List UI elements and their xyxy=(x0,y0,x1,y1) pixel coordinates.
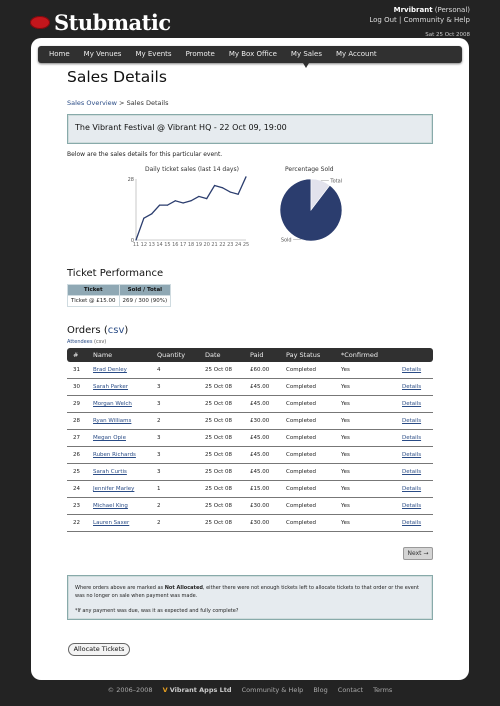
order-details-link-cell xyxy=(402,367,433,373)
col-name: Name xyxy=(93,351,113,359)
order-name-cell xyxy=(93,452,157,458)
footer-link-community[interactable]: Community & Help xyxy=(241,686,304,694)
order-details-link-cell xyxy=(402,469,433,475)
ticket-performance-table xyxy=(67,284,171,307)
order-details-link-cell xyxy=(402,418,433,424)
order-confirmed: Yes xyxy=(341,452,350,458)
breadcrumb-separator: > xyxy=(119,99,125,107)
footer xyxy=(0,686,500,694)
order-number: 27 xyxy=(73,435,80,441)
order-confirmed: Yes xyxy=(341,503,350,509)
order-name[interactable]: Lauren Saxer xyxy=(93,520,130,526)
order-name-cell xyxy=(93,367,157,373)
community-help-link[interactable]: Community & Help xyxy=(403,16,470,24)
current-date: Sat 25 Oct 2008 xyxy=(425,32,470,38)
order-name-cell xyxy=(93,486,157,492)
order-paid: £45.00 xyxy=(250,384,270,390)
order-status: Completed xyxy=(286,367,316,373)
order-row xyxy=(67,430,433,447)
note-bold: Not Allocated xyxy=(164,585,203,591)
order-status: Completed xyxy=(286,452,316,458)
x-tick-label: 23 xyxy=(227,242,234,248)
col-pay-status: Pay Status xyxy=(286,351,321,359)
event-name: The Vibrant Festival @ Vibrant HQ - 22 Oct 09, 19:00 xyxy=(75,123,287,132)
sales-line xyxy=(136,177,246,240)
breadcrumb xyxy=(67,99,168,107)
orders-table xyxy=(67,348,433,532)
orders-csv-link[interactable]: csv xyxy=(107,325,125,336)
order-quantity: 2 xyxy=(157,520,161,526)
order-number: 24 xyxy=(73,486,80,492)
data-point xyxy=(143,218,144,219)
orders-title: Orders xyxy=(67,325,101,336)
pie-chart xyxy=(256,176,366,246)
data-point xyxy=(190,200,191,201)
x-tick-label: 11 xyxy=(132,242,140,248)
order-number: 23 xyxy=(73,503,80,509)
order-paid: £45.00 xyxy=(250,401,270,407)
order-date: 25 Oct 08 xyxy=(205,384,233,390)
line-chart xyxy=(124,172,254,252)
order-status: Completed xyxy=(286,486,316,492)
col-date: Date xyxy=(205,351,221,359)
footer-company[interactable]: Vibrant Apps Ltd xyxy=(169,686,232,694)
pie-label: Total xyxy=(330,178,343,185)
x-tick-label: 17 xyxy=(179,242,187,248)
footer-link-contact[interactable]: Contact xyxy=(337,686,364,694)
order-name-cell xyxy=(93,384,157,390)
footer-link-terms[interactable]: Terms xyxy=(373,686,393,694)
order-confirmed: Yes xyxy=(341,384,350,390)
order-name-cell xyxy=(93,418,157,424)
y-tick-label: 0 xyxy=(130,238,134,244)
order-status: Completed xyxy=(286,469,316,475)
order-name-cell xyxy=(93,435,157,441)
col-paid: Paid xyxy=(250,351,264,359)
pie-label: Sold xyxy=(280,237,292,244)
order-paid: £45.00 xyxy=(250,435,270,441)
data-point xyxy=(214,185,215,186)
allocation-note xyxy=(67,575,433,620)
order-details-link-cell xyxy=(402,503,433,509)
footer-link-blog[interactable]: Blog xyxy=(313,686,328,694)
order-details-link[interactable]: Details xyxy=(402,384,422,390)
order-row xyxy=(67,481,433,498)
order-row xyxy=(67,447,433,464)
attendees-csv-link[interactable]: (csv) xyxy=(94,339,107,345)
nav-my-account[interactable]: My Account xyxy=(335,50,377,58)
order-name[interactable]: Jennifer Marley xyxy=(93,486,135,492)
event-title-box xyxy=(67,114,433,144)
order-paid: £60.00 xyxy=(250,367,270,373)
order-row xyxy=(67,498,433,515)
order-details-link[interactable]: Details xyxy=(402,469,422,475)
ticket-performance-heading: Ticket Performance xyxy=(67,268,164,279)
note-text-before: Where orders above are marked as xyxy=(75,585,165,591)
perf-col-ticket: Ticket xyxy=(68,285,120,296)
order-name-cell xyxy=(93,520,157,526)
nav-my-sales[interactable]: My Sales xyxy=(284,46,329,63)
x-tick-label: 16 xyxy=(172,242,179,248)
order-date: 25 Oct 08 xyxy=(205,435,233,441)
order-number: 26 xyxy=(73,452,80,458)
order-number: 31 xyxy=(73,367,80,373)
order-name-cell xyxy=(93,401,157,407)
order-name[interactable]: Megan Opie xyxy=(93,435,126,441)
order-quantity: 3 xyxy=(157,435,161,441)
order-number: 29 xyxy=(73,401,80,407)
order-details-link[interactable]: Details xyxy=(402,418,422,424)
perf-sold: 269 / 300 (90%) xyxy=(119,296,171,307)
order-number: 28 xyxy=(73,418,80,424)
col-quantity: Quantity xyxy=(157,351,186,359)
x-tick-label: 13 xyxy=(148,242,155,248)
x-tick-label: 21 xyxy=(211,242,218,248)
logo-blob-icon xyxy=(30,16,50,29)
order-name[interactable]: Brad Denley xyxy=(93,367,127,373)
order-date: 25 Oct 08 xyxy=(205,486,233,492)
order-details-link-cell xyxy=(402,435,433,441)
col-number: # xyxy=(73,351,79,359)
order-date: 25 Oct 08 xyxy=(205,520,233,526)
main-nav xyxy=(38,46,462,63)
x-tick-label: 25 xyxy=(242,242,250,248)
order-quantity: 3 xyxy=(157,452,161,458)
page-title: Sales Details xyxy=(67,68,167,86)
order-confirmed: Yes xyxy=(341,486,350,492)
order-date: 25 Oct 08 xyxy=(205,418,233,424)
order-name[interactable]: Michael King xyxy=(93,503,128,509)
breadcrumb-current: Sales Details xyxy=(126,99,169,107)
logout-link[interactable]: Log Out xyxy=(369,16,397,24)
next-button[interactable]: Next → xyxy=(403,547,433,560)
order-details-link[interactable]: Details xyxy=(402,520,422,526)
order-row xyxy=(67,515,433,532)
note-text xyxy=(75,584,425,600)
order-details-link[interactable]: Details xyxy=(402,503,422,509)
order-date: 25 Oct 08 xyxy=(205,452,233,458)
order-paid: £30.00 xyxy=(250,418,270,424)
note-text-after: , either there were not enough tickets left to allocate tickets to that order or the event was no longer on sale when payment was made. xyxy=(75,585,419,599)
logo-text: Stubmatic xyxy=(54,10,171,35)
x-tick-label: 22 xyxy=(219,242,226,248)
attendees-link[interactable]: Attendees xyxy=(67,339,93,345)
order-details-link[interactable]: Details xyxy=(402,452,422,458)
account-type: (Personal) xyxy=(434,6,470,14)
data-point xyxy=(230,191,231,192)
order-details-link-cell xyxy=(402,486,433,492)
order-paid: £15.00 xyxy=(250,486,270,492)
order-details-link-cell xyxy=(402,452,433,458)
order-status: Completed xyxy=(286,503,316,509)
order-date: 25 Oct 08 xyxy=(205,401,233,407)
allocate-tickets-button[interactable]: Allocate Tickets xyxy=(68,643,130,656)
order-number: 25 xyxy=(73,469,80,475)
pie-chart-title: Percentage Sold xyxy=(285,166,334,173)
breadcrumb-sales-overview[interactable]: Sales Overview xyxy=(67,99,117,107)
user-box xyxy=(369,5,470,40)
order-date: 25 Oct 08 xyxy=(205,469,233,475)
order-quantity: 4 xyxy=(157,367,161,373)
order-row xyxy=(67,379,433,396)
x-tick-label: 19 xyxy=(195,242,203,248)
order-paid: £30.00 xyxy=(250,503,270,509)
footer-copyright: © 2006–2008 xyxy=(107,686,153,694)
data-point xyxy=(245,176,246,177)
order-details-link-cell xyxy=(402,401,433,407)
order-details-link-cell xyxy=(402,384,433,390)
order-name-cell xyxy=(93,503,157,509)
data-point xyxy=(175,200,176,201)
order-quantity: 3 xyxy=(157,469,161,475)
order-status: Completed xyxy=(286,401,316,407)
data-point xyxy=(238,194,239,195)
perf-col-sold: Sold / Total xyxy=(119,285,171,296)
data-point xyxy=(151,213,152,214)
x-tick-label: 15 xyxy=(164,242,171,248)
data-point xyxy=(222,187,223,188)
order-name[interactable]: Morgan Welch xyxy=(93,401,132,407)
col-confirmed: *Confirmed xyxy=(341,351,378,359)
order-details-link[interactable]: Details xyxy=(402,367,422,373)
order-confirmed: Yes xyxy=(341,520,350,526)
data-point xyxy=(167,205,168,206)
x-tick-label: 24 xyxy=(234,242,242,248)
x-tick-label: 18 xyxy=(187,242,195,248)
user-name: Mrvibrant xyxy=(393,6,433,14)
order-details-link[interactable]: Details xyxy=(402,435,422,441)
nav-home[interactable]: Home xyxy=(49,50,70,58)
note-footnote: *If any payment was due, was it as expected and fully complete? xyxy=(75,608,239,614)
logo[interactable] xyxy=(30,10,171,35)
order-row xyxy=(67,396,433,413)
nav-my-events[interactable]: My Events xyxy=(135,50,172,58)
order-confirmed: Yes xyxy=(341,367,350,373)
order-number: 30 xyxy=(73,384,80,390)
line-chart-title: Daily ticket sales (last 14 days) xyxy=(145,166,239,173)
order-paid: £30.00 xyxy=(250,520,270,526)
order-name[interactable]: Ruben Richards xyxy=(93,452,136,458)
x-tick-label: 14 xyxy=(156,242,163,248)
order-name-cell xyxy=(93,469,157,475)
order-details-link[interactable]: Details xyxy=(402,486,422,492)
order-quantity: 2 xyxy=(157,418,161,424)
order-name[interactable]: Sarah Curtis xyxy=(93,469,127,475)
order-confirmed: Yes xyxy=(341,418,350,424)
x-tick-label: 12 xyxy=(140,242,148,248)
order-quantity: 2 xyxy=(157,503,161,509)
intro-text: Below are the sales details for this particular event. xyxy=(67,151,223,158)
order-confirmed: Yes xyxy=(341,435,350,441)
order-row xyxy=(67,362,433,379)
order-date: 25 Oct 08 xyxy=(205,503,233,509)
order-date: 25 Oct 08 xyxy=(205,367,233,373)
perf-ticket: Ticket @ £15.00 xyxy=(68,296,120,307)
order-confirmed: Yes xyxy=(341,469,350,475)
order-quantity: 1 xyxy=(157,486,161,492)
nav-my-venues[interactable]: My Venues xyxy=(83,50,122,58)
order-status: Completed xyxy=(286,418,316,424)
order-name[interactable]: Sarah Parker xyxy=(93,384,129,390)
nav-my-box-office[interactable]: My Box Office xyxy=(228,50,277,58)
order-status: Completed xyxy=(286,435,316,441)
order-row xyxy=(67,464,433,481)
separator: | xyxy=(399,16,402,24)
order-name[interactable]: Ryan Williams xyxy=(93,418,132,424)
order-number: 22 xyxy=(73,520,80,526)
order-quantity: 3 xyxy=(157,384,161,390)
attendees-links xyxy=(67,339,106,345)
orders-heading: Orders (csv) xyxy=(67,325,129,336)
nav-promote[interactable]: Promote xyxy=(185,50,215,58)
order-paid: £45.00 xyxy=(250,452,270,458)
order-paid: £45.00 xyxy=(250,469,270,475)
order-status: Completed xyxy=(286,520,316,526)
x-tick-label: 20 xyxy=(203,242,210,248)
data-point xyxy=(206,198,207,199)
y-tick-label: 28 xyxy=(127,177,134,183)
perf-row xyxy=(68,296,171,307)
order-status: Completed xyxy=(286,384,316,390)
vibrant-logo-icon: V xyxy=(162,686,168,694)
data-point xyxy=(159,205,160,206)
order-details-link[interactable]: Details xyxy=(402,401,422,407)
order-confirmed: Yes xyxy=(341,401,350,407)
data-point xyxy=(198,196,199,197)
orders-header-row xyxy=(67,348,433,362)
order-quantity: 3 xyxy=(157,401,161,407)
data-point xyxy=(183,202,184,203)
data-point xyxy=(135,239,136,240)
order-details-link-cell xyxy=(402,520,433,526)
order-row xyxy=(67,413,433,430)
